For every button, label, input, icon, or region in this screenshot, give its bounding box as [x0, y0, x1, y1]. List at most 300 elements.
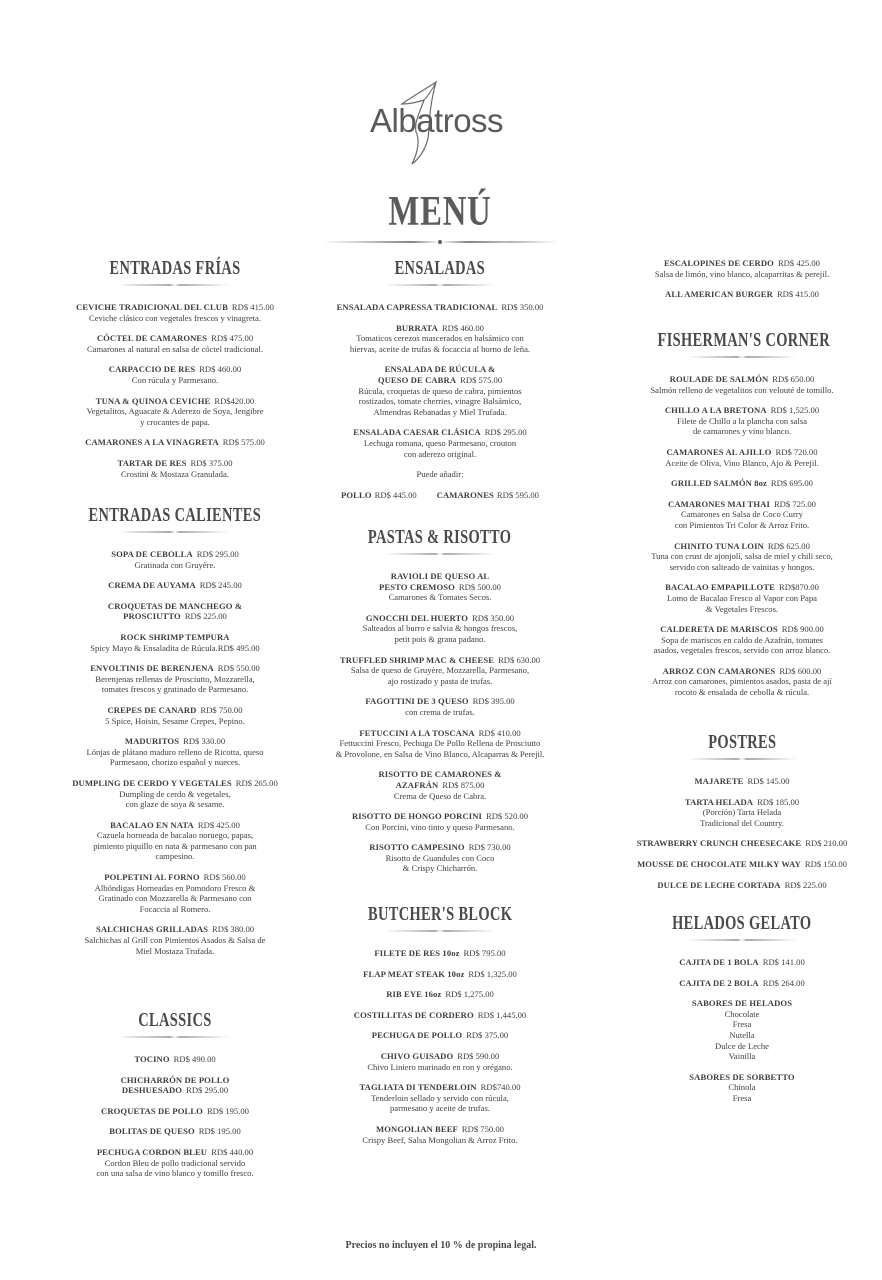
menu-item — [624, 978, 860, 989]
section-title: BUTCHER'S BLOCK — [367, 903, 513, 925]
item-name: FLAP MEAT STEAK 10oz — [363, 968, 465, 979]
item-description: de camarones y vino blanco. — [692, 426, 792, 437]
item-name: TARTAR DE RES — [117, 457, 187, 468]
menu-item — [40, 437, 310, 448]
flavor-item: Nutella — [729, 1029, 755, 1040]
section-classics — [40, 1008, 310, 1189]
item-name: FETUCCINI A LA TOSCANA — [359, 727, 475, 738]
section-butchers-block — [320, 902, 560, 1155]
item-description: rocoto & ensalada de cebolla & rúcula. — [674, 687, 810, 698]
item-description: Focaccia al Romero. — [139, 903, 211, 914]
item-name: ROULADE DE SALMÓN — [669, 374, 769, 384]
item-price: RD$ 750.00 — [461, 1123, 504, 1134]
item-price: RD$ 900.00 — [781, 624, 824, 635]
item-description: Camarones & Tomates Secos. — [388, 592, 492, 603]
item-name: CAMARONES A LA VINAGRETA — [85, 437, 219, 448]
menu-item — [320, 613, 560, 645]
item-name: MAJARETE — [694, 776, 744, 786]
item-price: RD$ 141.00 — [762, 957, 805, 967]
item-description: campesino. — [155, 851, 195, 862]
menu-item — [40, 872, 310, 914]
addon-name: POLLO — [341, 489, 372, 500]
section-title: ENTRADAS FRÍAS — [109, 257, 241, 279]
item-description: Parmesano, chorizo español y nueces. — [109, 757, 241, 768]
sabores-sorbetto — [624, 1072, 860, 1104]
item-description: Con rúcula y Parmesano. — [131, 374, 219, 385]
item-description: Gratinado con Mozzarella & Parmesano con — [98, 893, 252, 904]
item-description: Fettuccini Fresco, Pechuga De Pollo Rellena de Prosciutto — [339, 738, 541, 749]
menu-item — [40, 333, 310, 354]
item-description: Salmón relleno de vegetalitos con velouté de tomillo. — [650, 384, 834, 395]
sabores-sorbetto-title: SABORES DE SORBETTO — [689, 1071, 795, 1082]
section-postres — [624, 730, 860, 900]
item-price: RD$ 575.00 — [460, 374, 503, 385]
item-price: RD$ 295.00 — [186, 1085, 229, 1096]
menu-item — [320, 728, 560, 760]
item-price: RD$870.00 — [779, 582, 819, 593]
item-price: RD$ 460.00 — [441, 322, 484, 333]
section-divider — [687, 937, 797, 943]
item-price: RD$ 425.00 — [777, 258, 820, 268]
menu-item — [624, 405, 860, 437]
item-description: Tuna con crust de ajonjolí, salsa de miel y chili seco, — [651, 551, 833, 562]
item-name: PESTO CREMOSO — [379, 581, 455, 592]
item-name: STRAWBERRY CRUNCH CHEESECAKE — [636, 838, 802, 849]
item-price: RD$ 295.00 — [484, 427, 527, 438]
item-name: CEVICHE TRADICIONAL DEL CLUB — [76, 302, 228, 312]
item-description: Vegetalitos, Aguacate & Aderezo de Soya, Jengibre — [86, 406, 264, 417]
flavor-item: Vainilla — [728, 1051, 756, 1062]
item-description: & Crispy Chicharrón. — [402, 863, 478, 874]
item-description: Crema de Queso de Cabra. — [393, 790, 487, 801]
menu-item — [40, 580, 310, 591]
item-name: DESHUESADO — [121, 1085, 183, 1096]
menu-item — [40, 924, 310, 956]
item-price: RD$ 375.00 — [190, 457, 233, 468]
item-name: DULCE DE LECHE CORTADA — [657, 879, 781, 890]
flavor-item: Chinola — [728, 1082, 756, 1093]
item-description: Spicy Mayo & Ensaladita de Rúcula.RD$ 495.00 — [90, 642, 260, 653]
item-description: Tomaticos cerezos mascerados en balsámico con — [356, 333, 524, 344]
item-price: RD$ 295.00 — [196, 549, 239, 559]
item-description: Arroz con camarones, pimientos asados, pasta de ají — [652, 676, 832, 687]
item-price: RD$ 460.00 — [199, 364, 242, 375]
item-price: RD$ 625.00 — [767, 540, 810, 551]
item-description: rostizados, tomate cherries, vinagre Balsámico, — [358, 396, 522, 407]
item-price: RD$ 1,445.00 — [477, 1009, 527, 1020]
item-name: BOLITAS DE QUESO — [109, 1126, 195, 1137]
item-price: RD$ 520.00 — [485, 811, 528, 822]
item-price: RD$ 150.00 — [804, 858, 847, 869]
section-divider — [687, 354, 797, 360]
item-name: TUNA & QUINOA CEVICHE — [95, 395, 211, 406]
item-description: Salteados al burro e salvia & hongos frescos, — [362, 623, 518, 634]
footer-note: Precios no incluyen el 10 % de propina legal. — [345, 1240, 537, 1251]
flavor-item: Fresa — [732, 1092, 752, 1103]
item-name: CAMARONES AL AJILLO — [666, 446, 772, 457]
sabores-helados-title: SABORES DE HELADOS — [691, 998, 793, 1009]
item-name: SOPA DE CEBOLLA — [111, 549, 193, 559]
item-name: RISOTTO DE HONGO PORCINI — [351, 811, 482, 822]
item-name: ESCALOPINES DE CERDO — [664, 258, 774, 268]
section-ensaladas — [320, 256, 560, 510]
item-name: PROSCIUTTO — [123, 611, 181, 622]
section-divider — [687, 756, 797, 762]
item-price: RD$ 225.00 — [184, 611, 227, 622]
item-name: CREMA DE AUYAMA — [108, 580, 196, 591]
menu-item — [40, 1147, 310, 1179]
menu-item — [40, 302, 310, 323]
item-name: BACALAO EMPAPILLOTE — [665, 582, 775, 593]
item-description: Camarones al natural en salsa de cóctel tradicional. — [86, 343, 264, 354]
menu-item — [320, 811, 560, 832]
section-title: PASTAS & RISOTTO — [368, 526, 512, 548]
item-description: Berenjenas rellenas de Prosciutto, Mozzarella, — [95, 673, 255, 684]
sabores-helados — [624, 998, 860, 1062]
item-name: CALDERETA DE MARISCOS — [660, 624, 778, 635]
section-header — [320, 902, 560, 942]
menu-item — [624, 880, 860, 891]
item-price: RD$ 410.00 — [478, 727, 521, 738]
menu-item — [624, 797, 860, 829]
item-description: con Pimientos Tri Color & Arroz Frito. — [674, 519, 810, 530]
item-description: 5 Spice, Hoisin, Sesame Crepes, Pepino. — [105, 715, 245, 726]
item-description: Ceviche clásico con vegetales frescos y vinagreta. — [88, 312, 262, 323]
item-name: ROCK SHRIMP TEMPURA — [120, 631, 230, 642]
item-price: RD$ 550.00 — [217, 663, 260, 674]
item-name: TRUFFLED SHRIMP MAC & CHEESE — [339, 654, 495, 665]
menu-item — [40, 778, 310, 810]
menu-item — [40, 1106, 310, 1117]
item-name: DUMPLING DE CERDO Y VEGETALES — [72, 777, 232, 788]
section-fishermans-corner — [624, 328, 860, 708]
item-price: RD$ 650.00 — [772, 374, 815, 384]
menu-item — [624, 541, 860, 573]
item-name: QUESO DE CABRA — [377, 374, 457, 385]
section-header — [624, 911, 860, 951]
item-description: servido con salteado de vainitas y hongos. — [669, 561, 815, 572]
section-divider — [385, 551, 495, 557]
item-name: TOCINO — [134, 1054, 170, 1064]
item-name: CROQUETAS DE MANCHEGO & — [107, 600, 243, 611]
item-price: RD$ 560.00 — [203, 872, 246, 883]
menu-item — [624, 666, 860, 698]
menu-item — [320, 842, 560, 874]
item-description: Con Porcini, vino tinto y queso Parmesano. — [365, 821, 515, 832]
item-price: RD$ 630.00 — [498, 654, 541, 665]
section-title: POSTRES — [707, 731, 777, 753]
item-name: TAGLIATA DI TENDERLOIN — [359, 1082, 477, 1093]
section-title: ENTRADAS CALIENTES — [88, 504, 262, 526]
item-name: ALL AMERICAN BURGER — [665, 289, 773, 300]
menu-item — [40, 601, 310, 622]
flavor-item: Fresa — [732, 1019, 752, 1030]
addon-row — [320, 490, 560, 501]
section-header — [624, 328, 860, 368]
item-price: RD$ 875.00 — [442, 779, 485, 790]
item-price: RD$ 425.00 — [197, 819, 240, 830]
section-header — [40, 503, 310, 543]
item-name: PECHUGA CORDON BLEU — [96, 1146, 208, 1157]
section-divider — [385, 928, 495, 934]
menu-item — [40, 820, 310, 862]
menu-item — [40, 1075, 310, 1096]
item-name: ENSALADA CAESAR CLÁSICA — [353, 427, 481, 438]
item-price: RD$ 475.00 — [211, 333, 254, 344]
item-name: POLPETINI AL FORNO — [104, 872, 200, 883]
item-description: Almendras Rebanadas y Miel Trufada. — [373, 406, 507, 417]
item-price: RD$ 795.00 — [463, 948, 506, 958]
menu-title: MENÚ — [388, 189, 492, 235]
section-entradas-calientes — [40, 503, 310, 966]
item-price: RD$ 264.00 — [762, 977, 805, 988]
item-name: CAMARONES MAI THAI — [668, 498, 770, 509]
item-description: parmesano y aceite de trufas. — [390, 1103, 490, 1114]
item-name: FAGOTTINI DE 3 QUESO — [365, 696, 469, 707]
menu-item — [320, 302, 560, 313]
section-divider — [120, 282, 230, 288]
item-description: con una salsa de vino blanco y tomillo fresco. — [96, 1168, 254, 1179]
menu-item — [320, 655, 560, 687]
item-price: RD$ 725.00 — [773, 498, 816, 509]
item-name: CARPACCIO DE RES — [108, 364, 196, 375]
menu-item — [320, 969, 560, 980]
item-name: MADURITOS — [124, 736, 180, 747]
flavor-item: Chocolate — [724, 1008, 760, 1019]
item-price: RD$ 440.00 — [211, 1146, 254, 1157]
addon-price: RD$ 595.00 — [496, 489, 539, 500]
menu-item — [40, 705, 310, 726]
menu-item — [320, 696, 560, 717]
item-price: RD$ 380.00 — [212, 924, 255, 935]
menu-item — [40, 736, 310, 768]
item-name: ENSALADA CAPRESSA TRADICIONAL — [336, 302, 498, 312]
menu-item — [40, 1054, 310, 1065]
item-name: MOUSSE DE CHOCOLATE MILKY WAY — [637, 858, 801, 869]
item-price: RD$ 395.00 — [472, 696, 515, 707]
item-description: Salsa de limón, vino blanco, alcaparritas & perejil. — [654, 268, 830, 279]
item-name: CHICHARRÓN DE POLLO — [120, 1074, 230, 1085]
item-price: RD$420.00 — [214, 395, 255, 406]
item-name: RISOTTO CAMPESINO — [369, 842, 465, 853]
item-description: & Provolone, en Salsa de Vino Blanco, Alcaparras & Perejil. — [335, 748, 545, 759]
item-price: RD$ 185.00 — [757, 796, 800, 807]
menu-item — [624, 289, 860, 300]
item-name: CÓCTEL DE CAMARONES — [96, 333, 208, 344]
item-price: RD$ 265.00 — [235, 777, 278, 788]
item-price: RD$ 415.00 — [231, 302, 274, 312]
item-price: RD$ 720.00 — [775, 446, 818, 457]
item-price: RD$ 350.00 — [472, 612, 515, 623]
item-description: (Porción) Tarta Helada — [702, 807, 782, 818]
item-description: Tradicional del Country. — [700, 817, 784, 828]
menu-item — [320, 1082, 560, 1114]
item-description: Miel Mostaza Trufada. — [135, 945, 215, 956]
item-price: RD$ 210.00 — [805, 838, 848, 849]
item-price: RD$ 350.00 — [501, 302, 544, 312]
menu-item — [40, 632, 310, 653]
menu-item — [624, 624, 860, 656]
item-description: Crostini & Mostaza Granulada. — [121, 468, 229, 479]
addon-label: Puede añadir: — [416, 469, 464, 480]
item-description: Camarones en Salsa de Coco Curry — [681, 509, 803, 520]
item-price: RD$ 500.00 — [458, 581, 501, 592]
item-price: RD$ 245.00 — [199, 580, 242, 591]
section-top-right — [624, 258, 860, 310]
item-name: CHINITO TUNA LOIN — [674, 540, 764, 551]
menu-item — [40, 458, 310, 479]
brand-logo — [340, 78, 540, 188]
menu-item — [624, 859, 860, 870]
item-description: Aceite de Oliva, Vino Blanco, Ajo & Perejil. — [665, 457, 819, 468]
item-name: GNOCCHI DEL HUERTO — [365, 612, 469, 623]
item-name: RIB EYE 16oz — [386, 989, 442, 1000]
menu-item — [40, 364, 310, 385]
item-price: RD$ 375.00 — [466, 1030, 509, 1041]
section-divider — [120, 1034, 230, 1040]
section-header — [624, 730, 860, 770]
item-name: CROQUETAS DE POLLO — [101, 1105, 203, 1116]
item-name: PECHUGA DE POLLO — [371, 1030, 463, 1041]
section-title: ENSALADAS — [394, 257, 486, 279]
menu-item — [320, 364, 560, 417]
item-name: BACALAO EN NATA — [110, 819, 194, 830]
brand-name: Albatross — [370, 102, 504, 139]
addon-price: RD$ 445.00 — [374, 489, 417, 500]
menu-item — [40, 1126, 310, 1137]
item-price: RD$ 1,275.00 — [445, 989, 494, 1000]
item-price: RD$ 590.00 — [457, 1050, 500, 1061]
menu-item — [320, 1051, 560, 1072]
item-description: con glaze de soya & sesame. — [125, 799, 225, 810]
section-helados-gelato — [624, 911, 860, 1114]
item-description: asados, vegetales frescos, servido con arroz blanco. — [653, 645, 831, 656]
item-description: Dumpling de cerdo & vegetales, — [119, 788, 231, 799]
item-description: con crema de trufas. — [405, 706, 475, 717]
item-price: RD$ 415.00 — [776, 289, 819, 300]
item-description: Lechuga romana, queso Parmesano, crouton — [363, 437, 517, 448]
title-divider — [322, 237, 558, 247]
item-description: Filete de Chillo a la plancha con salsa — [676, 415, 808, 426]
item-name: AZAFRÁN — [395, 779, 439, 790]
menu-item — [320, 948, 560, 959]
menu-title-block — [322, 190, 558, 252]
item-name: FILETE DE RES 10oz — [374, 948, 460, 958]
item-price: RD$ 195.00 — [206, 1105, 249, 1116]
item-price: RD$ 145.00 — [747, 776, 790, 786]
item-name: BURRATA — [396, 322, 438, 333]
item-name: SALCHICHAS GRILLADAS — [95, 924, 209, 935]
item-name: ENVOLTINIS DE BERENJENA — [90, 663, 214, 674]
menu-item — [320, 1010, 560, 1021]
item-name: RISOTTO DE CAMARONES & — [378, 769, 502, 780]
section-header — [320, 256, 560, 296]
item-name: CHILLO A LA BRETONA — [664, 405, 767, 416]
item-price: RD$ 330.00 — [183, 736, 226, 747]
item-description: Chivo Liniero marinado en ron y orégano. — [367, 1061, 513, 1072]
section-title: CLASSICS — [138, 1009, 212, 1031]
menu-item — [624, 838, 860, 849]
item-description: Salsa de queso de Gruyère, Mozzarella, Parmesano, — [350, 665, 530, 676]
menu-item — [624, 499, 860, 531]
item-name: CREPES DE CANARD — [107, 704, 197, 715]
section-entradas-frias — [40, 256, 310, 489]
item-description: y crocantes de papa. — [140, 416, 210, 427]
item-price: RD$ 575.00 — [222, 437, 265, 448]
item-description: con aderezo original. — [403, 448, 477, 459]
item-description: Cordon Bleu de pollo tradicional servido — [104, 1157, 246, 1168]
item-price: RD$ 695.00 — [770, 478, 813, 489]
item-description: Tenderloin sellado y servido con rúcula, — [371, 1092, 509, 1103]
menu-item — [624, 478, 860, 489]
section-title: HELADOS GELATO — [672, 912, 812, 934]
item-name: ENSALADA DE RÚCULA & — [384, 364, 496, 375]
item-price: RD$740.00 — [480, 1082, 521, 1093]
item-description: Sopa de mariscos en caldo de Azafrán, tomates — [661, 634, 823, 645]
item-name: CAJITA DE 2 BOLA — [679, 977, 759, 988]
item-name: TARTA HELADA — [684, 796, 754, 807]
item-description: tomates frescos y gratinado de Parmesano. — [101, 684, 249, 695]
menu-item — [40, 396, 310, 428]
menu-item — [624, 776, 860, 787]
item-name: GRILLED SALMÓN 8oz — [671, 478, 767, 489]
menu-item — [624, 582, 860, 614]
item-description: Rúcula, croquetas de queso de cabra, pimientos — [358, 385, 522, 396]
menu-item — [320, 571, 560, 603]
item-price: RD$ 225.00 — [784, 879, 827, 890]
item-price: RD$ 730.00 — [468, 842, 511, 853]
item-description: & Vegetales Frescos. — [705, 603, 779, 614]
item-description: hiervas, aceite de trufas & focaccia al horno de leña. — [349, 343, 531, 354]
item-price: RD$ 1,325.00 — [468, 968, 517, 979]
item-price: RD$ 750.00 — [200, 704, 243, 715]
item-description: Risotto de Guandules con Coco — [385, 852, 495, 863]
addon-name: CAMARONES — [436, 489, 494, 500]
menu-item — [624, 957, 860, 968]
menu-item — [624, 447, 860, 468]
menu-item — [624, 258, 860, 279]
menu-item — [320, 989, 560, 1000]
item-description: Crispy Beef, Salsa Mongolian & Arroz Frito. — [362, 1134, 518, 1145]
item-description: Albóndigas Horneadas en Pomodoro Fresco & — [94, 882, 256, 893]
item-description: pimiento piquillo en nata & parmesano con pan — [93, 840, 257, 851]
flavor-item: Dulce de Leche — [715, 1040, 769, 1051]
item-price: RD$ 490.00 — [173, 1054, 216, 1064]
menu-item — [320, 1124, 560, 1145]
item-description: Gratinada con Gruyère. — [134, 559, 216, 570]
item-description: Lónjas de plátano maduro relleno de Ricotta, queso — [86, 746, 264, 757]
menu-item — [320, 1030, 560, 1041]
item-name: RAVIOLI DE QUESO AL — [390, 571, 490, 581]
menu-item — [320, 769, 560, 801]
menu-item — [320, 323, 560, 355]
section-pastas — [320, 525, 560, 884]
item-description: ajo rostizado y pasta de trufas. — [387, 675, 493, 686]
section-divider — [385, 282, 495, 288]
section-header — [320, 525, 560, 565]
item-name: MONGOLIAN BEEF — [376, 1123, 458, 1134]
item-name: COSTILLITAS DE CORDERO — [353, 1009, 474, 1020]
menu-item — [40, 549, 310, 570]
menu-item — [320, 427, 560, 459]
item-description: Lomo de Bacalao Fresco al Vapor con Papa — [667, 592, 817, 603]
item-description: Salchichas al Grill con Pimientos Asados & Salsa de — [84, 935, 266, 946]
item-price: RD$ 600.00 — [779, 665, 822, 676]
section-header — [40, 1008, 310, 1048]
item-name: CAJITA DE 1 BOLA — [679, 957, 759, 967]
item-price: RD$ 195.00 — [198, 1126, 241, 1137]
item-description: Cazuela horneada de bacalao noruego, papas, — [96, 830, 254, 841]
